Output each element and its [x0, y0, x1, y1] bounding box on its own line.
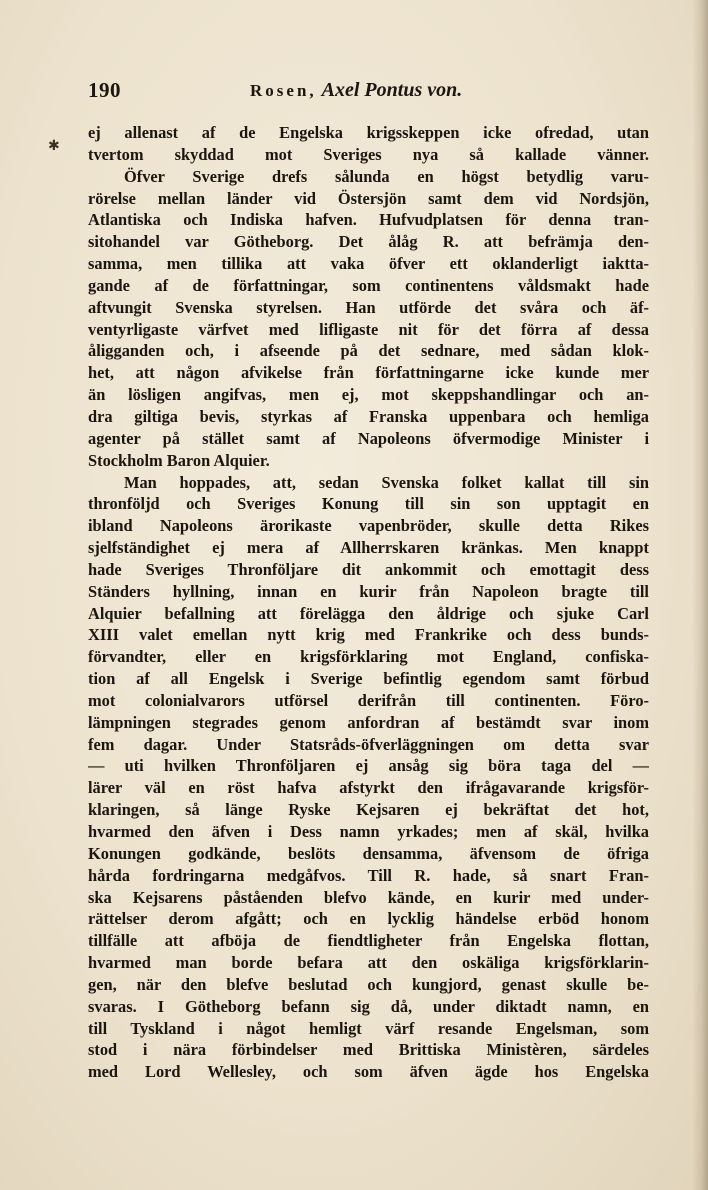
running-header — [88, 78, 648, 108]
paragraph-start: Man hoppades, att, sedan Svenska folket kallat till sin — [124, 472, 649, 492]
text-line: — uti hvilken Thronföljaren ej ansåg sig böra taga del — — [88, 756, 649, 776]
text-line: hade Sveriges Thronföljare dit ankommit och emottagit dess — [88, 559, 649, 579]
text-line: XIII valet emellan nytt krig med Frankrike och dess bunds- — [88, 625, 649, 645]
text-line: åligganden och, i afseende på det sednare, med sådan klok- — [88, 341, 649, 361]
text-line: med Lord Wellesley, och som äfven ägde hos Engelska — [88, 1062, 649, 1082]
text-line: än lösligen angifvas, men ej, mot skeppshandlingar och an- — [88, 385, 649, 405]
running-title — [250, 79, 462, 102]
text-line: sitohandel var Götheborg. Det ålåg R. att befrämja den- — [88, 232, 649, 252]
page-number: 190 — [88, 78, 121, 102]
author-given-names: Axel Pontus von. — [321, 79, 463, 101]
text-line: rörelse mellan länder vid Östersjön samt dem vid Nordsjön, — [88, 188, 649, 208]
margin-mark-icon: ✱ — [48, 139, 60, 154]
text-line: agenter på stället samt af Napoleons öfvermodige Minister i — [88, 428, 649, 448]
text-line: thronföljd och Sveriges Konung till sin son upptagit en — [88, 494, 649, 514]
text-line: Ständers hyllning, innan en kurir från Napoleon bragte till — [88, 581, 649, 601]
text-line: ventyrligaste värfvet med lifligaste nit för det förra af dessa — [88, 319, 649, 339]
text-line: dra giltiga bevis, styrkas af Franska uppenbara och hemliga — [88, 406, 649, 426]
text-line: hvarmed man borde befara att den oskäliga krigsförklarin- — [88, 953, 649, 973]
text-line: klaringen, så länge Ryske Kejsaren ej bekräftat det hot, — [88, 800, 649, 820]
text-line: rättelser derom afgått; och en lycklig händelse erböd honom — [88, 909, 649, 929]
text-line: förvandter, eller en krigsförklaring mot England, confiska- — [88, 647, 649, 667]
text-line: hårda fordringarna medgåfvos. Till R. hade, så snart Fran- — [88, 865, 649, 885]
text-line: mot colonialvarors utförsel derifrån till continenten. Föro- — [88, 690, 649, 710]
page-edge-shadow — [692, 0, 708, 1190]
text-line: lärer väl en röst hafva afstyrkt den ifrågavarande krigsför- — [88, 778, 649, 798]
author-surname: Rosen, — [250, 81, 317, 100]
text-line: fem dagar. Under Statsråds-öfverläggningen om detta svar — [88, 734, 649, 754]
text-line: gen, när den blefve beslutad och kungjord, genast skulle be- — [88, 974, 649, 994]
text-line: Konungen godkände, beslöts densamma, äfvensom de öfriga — [88, 843, 649, 863]
text-line: svaras. I Götheborg befann sig då, under diktadt namn, en — [88, 996, 649, 1016]
paragraph-start: Öfver Sverige drefs sålunda en högst betydlig varu- — [124, 166, 649, 186]
text-line: stod i nära förbindelser med Brittiska Ministèren, särdeles — [88, 1040, 649, 1060]
text-line: Alquier befallning att förelägga den åldrige och sjuke Carl — [88, 603, 649, 623]
text-line: tvertom skyddad mot Sveriges nya så kallade vänner. — [88, 144, 649, 164]
paragraph-end: Stockholm Baron Alquier. — [88, 450, 270, 470]
text-line: aftvungit Svenska styrelsen. Han utförde det svåra och äf- — [88, 297, 649, 317]
text-line: tion af all Engelsk i Sverige befintlig egendom samt förbud — [88, 669, 649, 689]
text-line: ej allenast af de Engelska krigsskeppen icke ofredad, utan — [88, 123, 649, 142]
text-line: Atlantiska och Indiska hafven. Hufvudplatsen för denna tran- — [88, 210, 649, 230]
text-line: samma, men tillika att vaka öfver ett oklanderligt iaktta- — [88, 254, 649, 274]
text-line: gande af de författningar, som continentens våldsmakt hade — [88, 275, 649, 295]
text-line: ibland Napoleons ärorikaste vapenbröder, skulle detta Rikes — [88, 516, 649, 536]
body-text — [88, 122, 649, 1083]
text-line: sjelfständighet ej mera af Allherrskaren kränkas. Men knappt — [88, 538, 649, 558]
text-line: ska Kejsarens påståenden blefvo kände, en kurir med under- — [88, 887, 649, 907]
text-line: het, att någon afvikelse från författningarne icke kunde mer — [88, 363, 649, 383]
text-line: till Tyskland i något hemligt värf resande Engelsman, som — [88, 1018, 649, 1038]
text-line: lämpningen stegrades genom anfordran af bestämdt svar inom — [88, 712, 649, 732]
text-line: hvarmed den äfven i Dess namn yrkades; men af skäl, hvilka — [88, 822, 649, 841]
text-line: tillfälle att afböja de fiendtligheter från Engelska flottan, — [88, 931, 649, 951]
